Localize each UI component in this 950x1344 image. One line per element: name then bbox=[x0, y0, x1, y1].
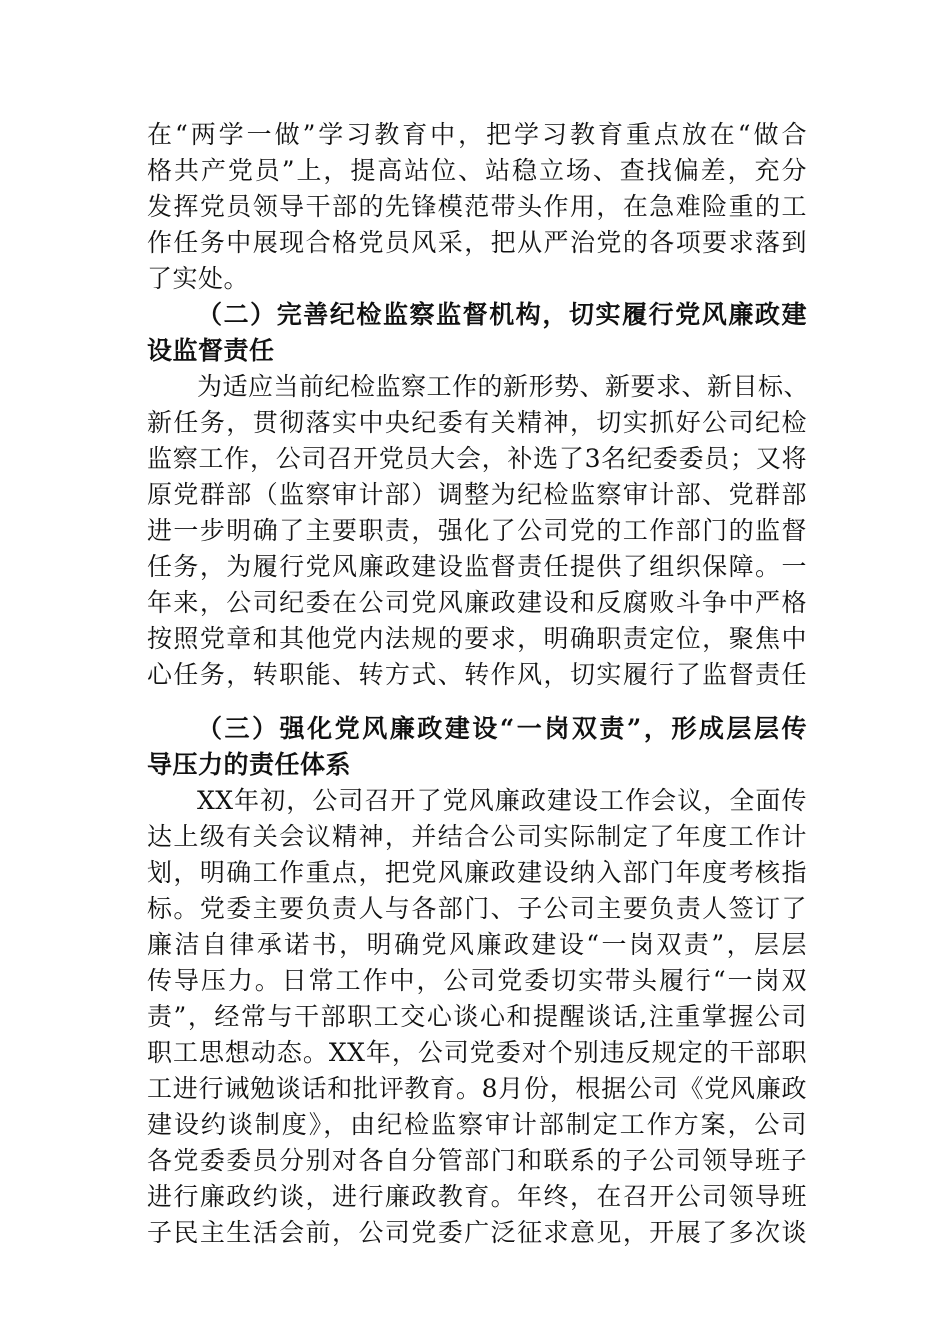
text-line: 进一步明确了主要职责，强化了公司党的工作部门的监督 bbox=[147, 516, 807, 545]
text-line: 达上级有关会议精神，并结合公司实际制定了年度工作计 bbox=[147, 822, 807, 851]
text-line: 职工思想动态。XX年，公司党委对个别违反规定的干部职 bbox=[147, 1038, 807, 1067]
text-line: 作任务中展现合格党员风采，把从严治党的各项要求落到 bbox=[147, 228, 807, 257]
section-heading-2 bbox=[147, 297, 807, 369]
text-line: 建设约谈制度》，由纪检监察审计部制定工作方案，公司 bbox=[147, 1110, 807, 1139]
text-line: 心任务，转职能、转方式、转作风，切实履行了监督责任 bbox=[147, 660, 807, 689]
text-line: 划，明确工作重点，把党风廉政建设纳入部门年度考核指 bbox=[147, 858, 807, 887]
text-line: 了实处。 bbox=[147, 264, 250, 293]
text-line: 各党委委员分别对各自分管部门和联系的子公司领导班子 bbox=[147, 1146, 807, 1175]
section-heading-3 bbox=[147, 711, 807, 783]
text-line: 进行廉政约谈，进行廉政教育。年终，在召开公司领导班 bbox=[147, 1182, 807, 1211]
text-line: 按照党章和其他党内法规的要求，明确职责定位，聚焦中 bbox=[147, 624, 807, 653]
text-line: 监察工作，公司召开党员大会，补选了3名纪委委员；又将 bbox=[147, 444, 807, 473]
text-line: 发挥党员领导干部的先锋模范带头作用，在急难险重的工 bbox=[147, 192, 807, 221]
text-line: 标。党委主要负责人与各部门、子公司主要负责人签订了 bbox=[147, 894, 807, 923]
heading-line: 导压力的责任体系 bbox=[147, 750, 352, 779]
text-line: 年来，公司纪委在公司党风廉政建设和反腐败斗争中严格 bbox=[147, 588, 807, 617]
text-line: 工进行诫勉谈话和批评教育。8月份，根据公司《党风廉政 bbox=[147, 1074, 807, 1103]
paragraph-supervision bbox=[147, 369, 810, 693]
text-line: 为适应当前纪检监察工作的新形势、新要求、新目标、 bbox=[197, 372, 810, 401]
paragraph-party-education bbox=[147, 117, 807, 297]
paragraph-responsibility bbox=[147, 783, 807, 1251]
heading-line: （二）完善纪检监察监督机构，切实履行党风廉政建 bbox=[197, 300, 807, 329]
heading-line: 设监督责任 bbox=[147, 336, 275, 365]
text-line: 原党群部（监察审计部）调整为纪检监察审计部、党群部 bbox=[147, 480, 807, 509]
text-line: XX年初，公司召开了党风廉政建设工作会议，全面传 bbox=[197, 786, 807, 815]
text-line: 格共产党员”上，提高站位、站稳立场、查找偏差，充分 bbox=[147, 156, 807, 185]
text-line: 在“两学一做”学习教育中，把学习教育重点放在“做合 bbox=[147, 120, 807, 149]
text-line: 新任务，贯彻落实中央纪委有关精神，切实抓好公司纪检 bbox=[147, 408, 807, 437]
text-line: 传导压力。日常工作中，公司党委切实带头履行“一岗双 bbox=[147, 966, 807, 995]
text-line: 责”，经常与干部职工交心谈心和提醒谈话,注重掌握公司 bbox=[147, 1002, 807, 1031]
heading-line: （三）强化党风廉政建设“一岗双责”，形成层层传 bbox=[197, 714, 807, 743]
text-line: 廉洁自律承诺书，明确党风廉政建设“一岗双责”，层层 bbox=[147, 930, 807, 959]
text-line: 任务，为履行党风廉政建设监督责任提供了组织保障。一 bbox=[147, 552, 807, 581]
text-line: 子民主生活会前，公司党委广泛征求意见，开展了多次谈 bbox=[147, 1218, 807, 1247]
